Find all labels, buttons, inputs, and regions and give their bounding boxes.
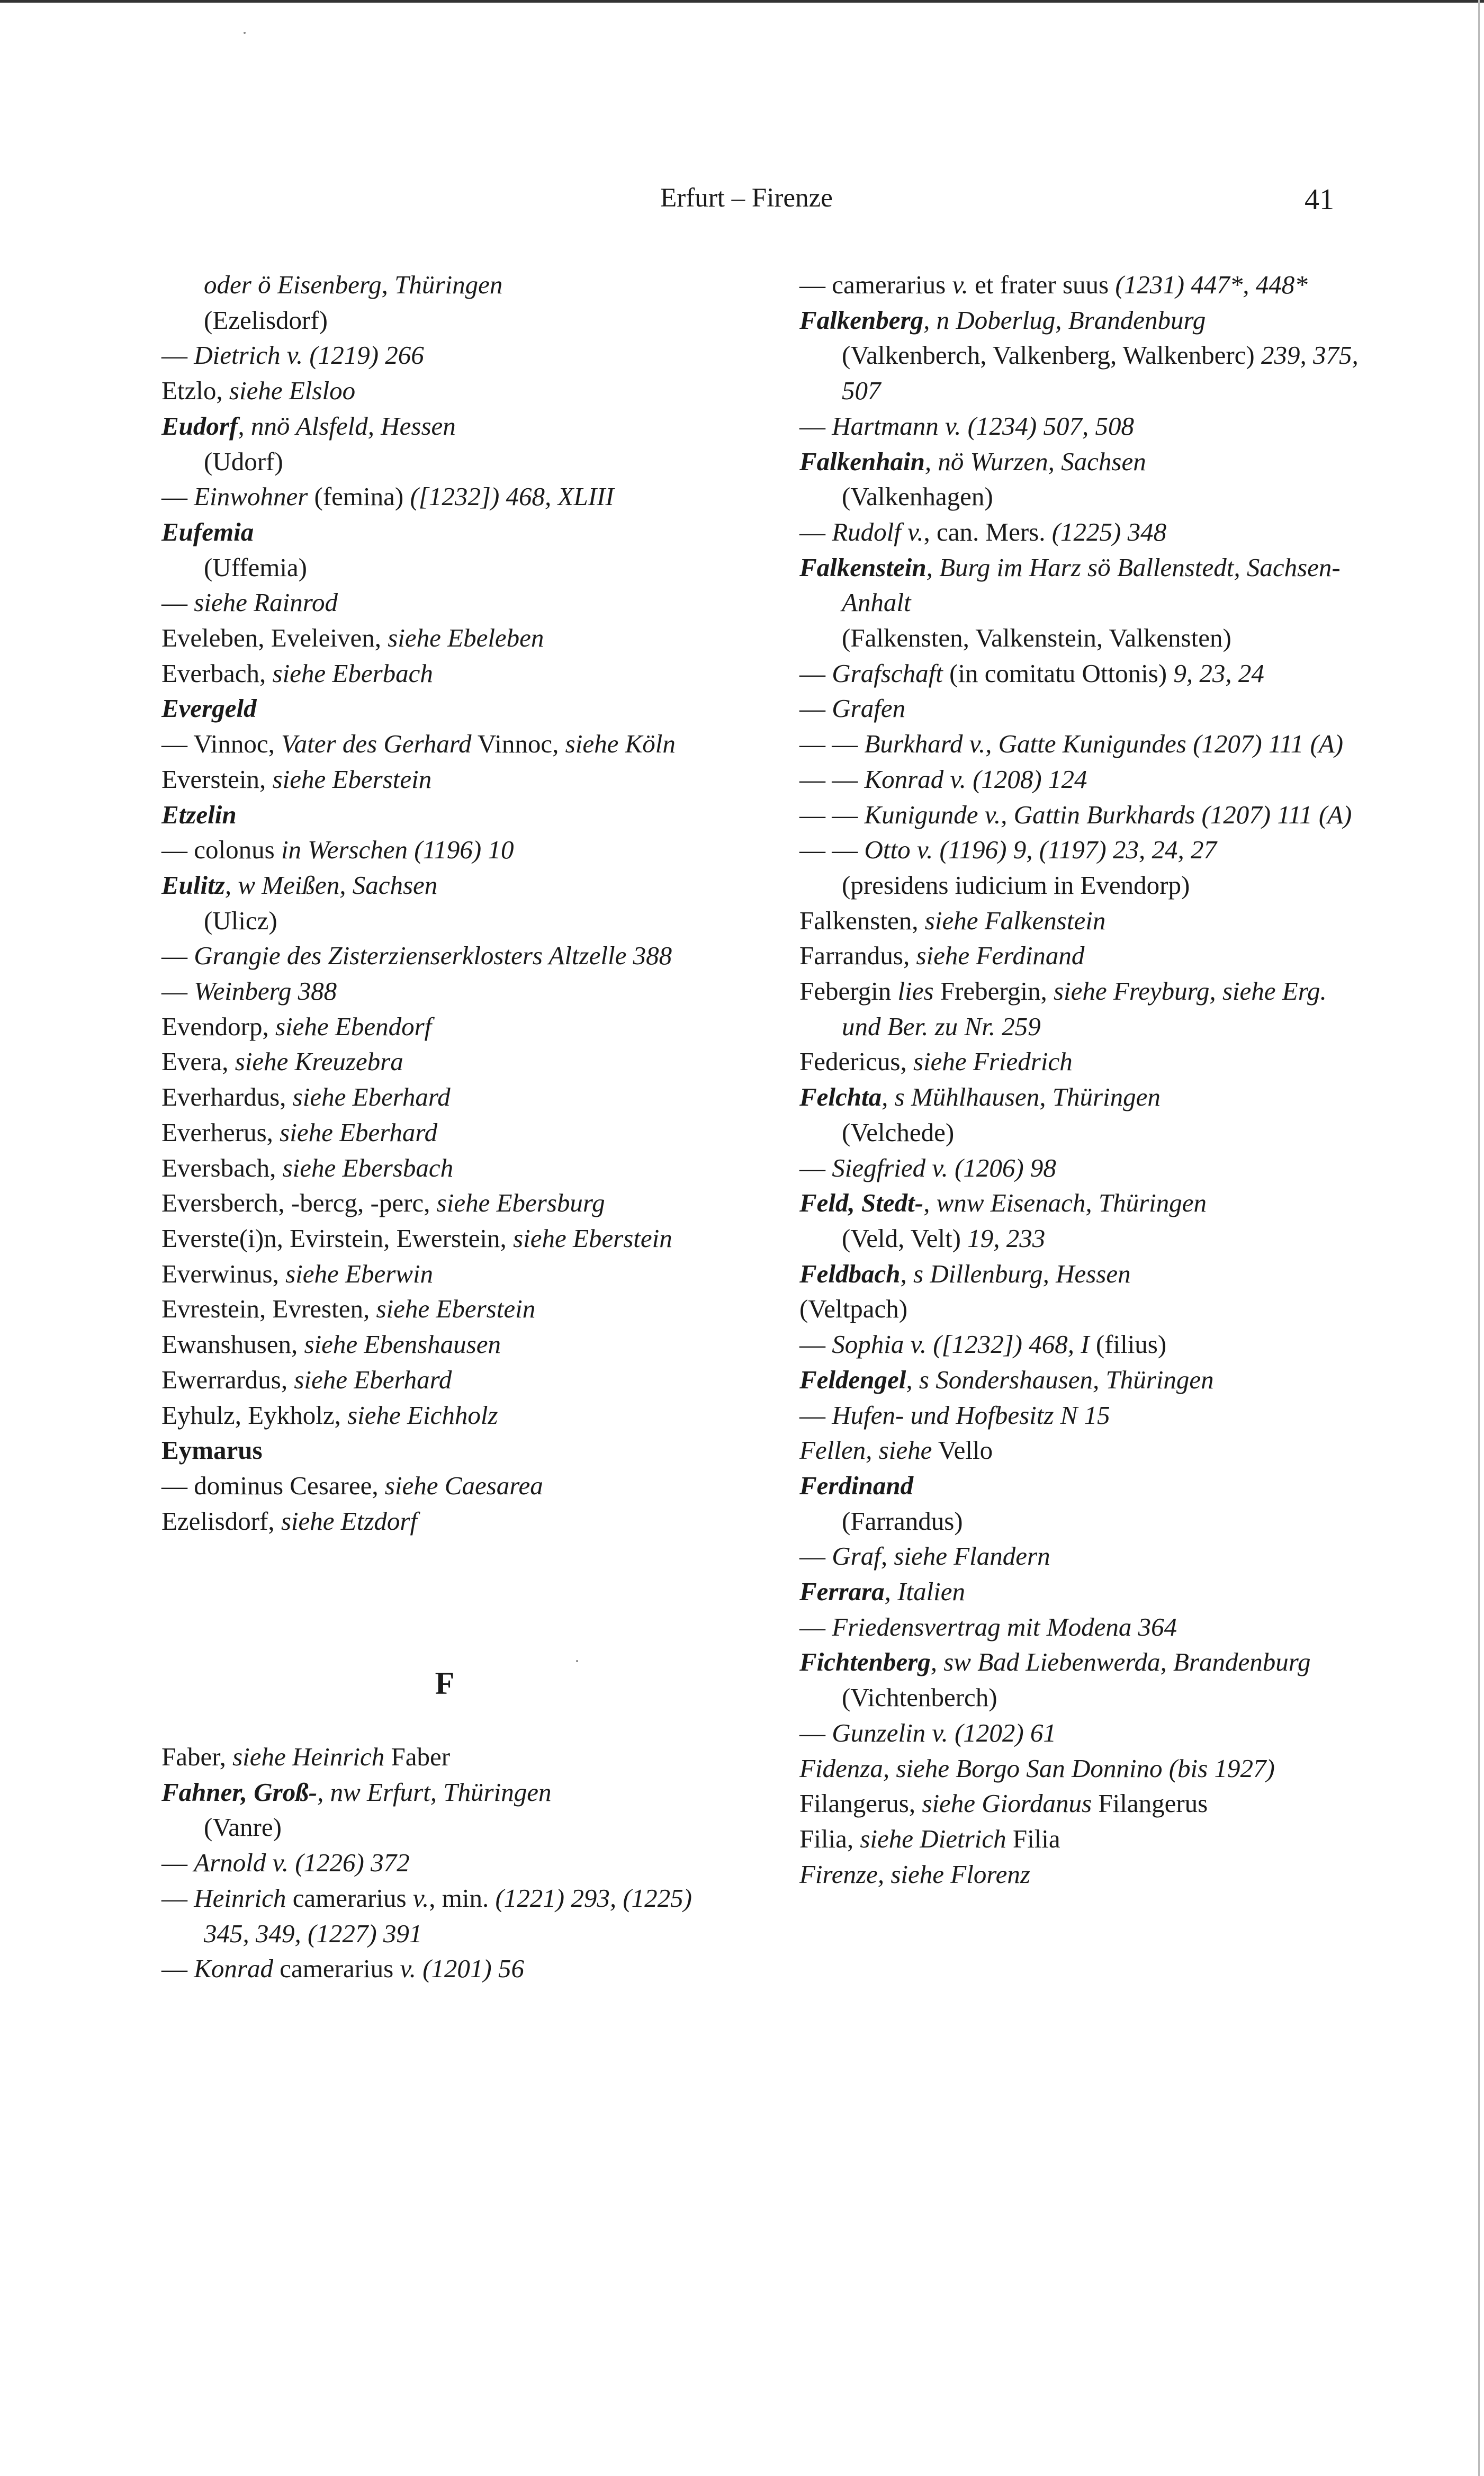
- entry-segment: —: [161, 588, 194, 617]
- entry-segment: camerarius: [286, 1883, 413, 1913]
- entry-segment: Fichtenberg: [799, 1647, 931, 1677]
- entry-segment: Fellen, siehe: [799, 1436, 932, 1465]
- index-entry: [799, 726, 1361, 762]
- index-entry: [161, 938, 728, 974]
- entry-segment: Vater des Gerhard: [281, 729, 472, 759]
- entry-segment: , wnw Eisenach, Thüringen: [923, 1188, 1207, 1218]
- index-entry: [799, 1822, 1361, 1857]
- entry-segment: siehe Caesarea: [384, 1470, 543, 1500]
- entry-segment: , n Doberlug, Brandenburg: [923, 305, 1206, 335]
- index-entry: [161, 1951, 728, 1987]
- entry-segment: Kunigunde v., Gattin Burkhards (1207) 111 (A): [864, 800, 1352, 829]
- index-entry: [799, 1645, 1361, 1680]
- entry-segment: , nnö Alsfeld, Hessen: [238, 411, 456, 441]
- entry-segment: Federicus,: [799, 1047, 913, 1076]
- entry-segment: 239, 375, 507: [842, 340, 1359, 406]
- entry-segment: Arnold v. (1226) 372: [194, 1848, 410, 1878]
- entry-segment: Rudolf v.: [832, 517, 924, 546]
- entry-segment: siehe Elsloo: [229, 376, 356, 406]
- entry-segment: oder ö Eisenberg, Thüringen: [204, 270, 503, 299]
- entry-segment: Eversbach,: [161, 1153, 283, 1182]
- entry-segment: Eymarus: [161, 1436, 263, 1465]
- index-entry: [799, 550, 1361, 621]
- entry-segment: Evera,: [161, 1047, 235, 1076]
- entry-segment: — Vinnoc,: [161, 729, 282, 759]
- entry-segment: —: [799, 1153, 832, 1182]
- index-entry: [799, 1610, 1361, 1645]
- entry-segment: (Valkenhagen): [842, 482, 993, 512]
- entry-segment: siehe Freyburg, siehe Erg. und Ber. zu Nr. 259: [842, 976, 1327, 1041]
- entry-segment: (Velchede): [842, 1117, 955, 1147]
- entry-segment: siehe Rainrod: [194, 588, 338, 617]
- entry-segment: — —: [799, 764, 865, 794]
- index-entry: [161, 903, 728, 939]
- index-entry: [799, 1291, 1361, 1327]
- index-entry: [799, 621, 1361, 656]
- entry-segment: , s Mühlhausen, Thüringen: [882, 1082, 1161, 1112]
- entry-segment: Hufen- und Hofbesitz N 15: [832, 1400, 1110, 1430]
- top-rule: [0, 0, 1484, 3]
- index-entry: [799, 409, 1361, 444]
- index-entry: [161, 1362, 728, 1398]
- entry-segment: —: [799, 694, 832, 723]
- scan-edge-line: [1478, 0, 1480, 2476]
- entry-segment: —: [161, 1954, 194, 1984]
- index-entry: [799, 303, 1361, 338]
- entry-segment: siehe Ebersbach: [282, 1153, 454, 1182]
- entry-segment: Eufemia: [161, 517, 254, 546]
- index-entry: [799, 1398, 1361, 1433]
- index-entry: [161, 267, 728, 303]
- entry-segment: (1225) 348: [1051, 517, 1167, 546]
- entry-segment: Eveleben, Eveleiven,: [161, 623, 388, 653]
- entry-segment: Faber,: [161, 1742, 233, 1772]
- index-entry: [161, 1433, 728, 1468]
- index-entry: [161, 1775, 728, 1810]
- entry-segment: siehe Ebersburg: [436, 1188, 605, 1218]
- index-entry: [161, 338, 728, 373]
- entry-segment: Felchta: [799, 1082, 882, 1112]
- entry-segment: , nw Erfurt, Thüringen: [317, 1777, 552, 1807]
- entry-segment: Evrestein, Evresten,: [161, 1294, 376, 1324]
- entry-segment: Otto v. (1196) 9, (1197) 23, 24, 27: [864, 835, 1217, 865]
- index-entry: [161, 1504, 728, 1539]
- index-entry: [161, 974, 728, 1009]
- entry-segment: Etzlo,: [161, 376, 229, 406]
- entry-segment: —: [161, 976, 194, 1006]
- index-entry: [161, 1257, 728, 1292]
- index-entry: [799, 1574, 1361, 1610]
- index-entry: [161, 656, 728, 692]
- entry-segment: Feldbach: [799, 1259, 901, 1288]
- entry-segment: Grafschaft: [832, 658, 943, 688]
- index-entry: [161, 1115, 728, 1151]
- index-entry: [161, 444, 728, 480]
- entry-segment: siehe Eberhard: [294, 1365, 452, 1394]
- entry-segment: Dietrich v. (1219) 266: [194, 340, 424, 370]
- entry-segment: (Farrandus): [842, 1506, 963, 1536]
- index-entry: [161, 1221, 728, 1257]
- entry-segment: Farrandus,: [799, 941, 916, 971]
- entry-segment: , Burg im Harz sö Ballenstedt, Sachsen-Anhalt: [842, 552, 1341, 617]
- index-entry: [799, 1680, 1361, 1716]
- entry-segment: —: [799, 1612, 832, 1641]
- entry-segment: siehe Etzdorf: [281, 1506, 418, 1536]
- index-entry: [799, 1539, 1361, 1574]
- entry-segment: — colonus: [161, 835, 281, 865]
- entry-segment: —: [161, 340, 194, 370]
- index-entry: [161, 1327, 728, 1362]
- index-entry: [799, 267, 1361, 303]
- index-entry: [799, 1257, 1361, 1292]
- entry-segment: Falkenstein: [799, 552, 927, 582]
- entry-segment: (1221) 293, (1225) 345, 349, (1227) 391: [204, 1883, 692, 1948]
- entry-segment: Falkenhain: [799, 446, 925, 476]
- entry-segment: Vinnoc,: [471, 729, 565, 759]
- index-entry: [161, 479, 728, 515]
- entry-segment: Ezelisdorf,: [161, 1506, 281, 1536]
- entry-segment: siehe Eberstein: [376, 1294, 536, 1324]
- index-entry: [799, 1857, 1361, 1892]
- entry-segment: siehe Dietrich: [860, 1824, 1006, 1853]
- entry-segment: —: [161, 482, 194, 512]
- entry-segment: lies: [897, 976, 934, 1006]
- index-entry: [161, 726, 728, 762]
- entry-segment: Siegfried v. (1206) 98: [832, 1153, 1056, 1182]
- entry-segment: Hartmann v. (1234) 507, 508: [832, 411, 1134, 441]
- index-entry: [161, 1468, 728, 1504]
- entry-segment: —: [799, 1330, 832, 1359]
- entry-segment: siehe Ebendorf: [275, 1011, 432, 1041]
- entry-segment: Gunzelin v. (1202) 61: [832, 1718, 1056, 1747]
- entry-segment: (Veltpach): [799, 1294, 908, 1324]
- index-entry: [799, 444, 1361, 480]
- index-entry: [799, 1186, 1361, 1221]
- index-entry: [161, 1151, 728, 1186]
- index-entry: [161, 1009, 728, 1045]
- entry-segment: Filangerus: [1092, 1789, 1208, 1818]
- entry-segment: Firenze, siehe Florenz: [799, 1859, 1030, 1889]
- entry-segment: 9, 23, 24: [1173, 658, 1264, 688]
- entry-segment: Ewerrardus,: [161, 1365, 294, 1394]
- entry-segment: 19, 233: [967, 1223, 1046, 1253]
- index-entry: [161, 868, 728, 903]
- index-entry: [799, 938, 1361, 974]
- entry-segment: Eudorf: [161, 411, 238, 441]
- entry-segment: Febergin: [799, 976, 898, 1006]
- index-entry: [799, 1151, 1361, 1186]
- entry-segment: — —: [799, 729, 865, 759]
- entry-segment: Everstein,: [161, 764, 273, 794]
- index-entry: [161, 373, 728, 409]
- index-entry: [161, 797, 728, 833]
- entry-segment: , Italien: [884, 1577, 966, 1607]
- index-entry: [799, 1327, 1361, 1362]
- entry-segment: siehe Eberbach: [272, 658, 433, 688]
- index-entry: [161, 621, 728, 656]
- entry-segment: , s Dillenburg, Hessen: [900, 1259, 1131, 1288]
- entry-segment: (Vanre): [204, 1813, 282, 1842]
- entry-segment: Einwohner: [194, 482, 308, 512]
- entry-segment: Heinrich: [194, 1883, 286, 1913]
- index-entry: [799, 338, 1361, 408]
- index-entry: [799, 974, 1361, 1044]
- entry-segment: Evendorp,: [161, 1011, 275, 1041]
- entry-segment: Graf, siehe Flandern: [832, 1541, 1050, 1571]
- entry-segment: (in comitatu Ottonis): [942, 658, 1174, 688]
- index-entry: [799, 1716, 1361, 1751]
- entry-segment: —: [799, 1400, 832, 1430]
- entry-segment: —: [161, 1883, 194, 1913]
- entry-segment: siehe Eberhard: [280, 1117, 438, 1147]
- entry-segment: siehe Köln: [565, 729, 676, 759]
- index-entry: [799, 1362, 1361, 1398]
- entry-segment: (Uffemia): [204, 552, 307, 582]
- index-entry: [799, 691, 1361, 726]
- index-entry: [799, 656, 1361, 692]
- index-entry: [161, 1810, 728, 1845]
- index-entry: [161, 515, 728, 550]
- entry-segment: Filia: [1006, 1824, 1060, 1853]
- entry-segment: — —: [799, 835, 865, 865]
- entry-segment: Evergeld: [161, 694, 257, 723]
- index-entry: [161, 762, 728, 797]
- entry-segment: Burkhard v., Gatte Kunigundes (1207) 111 (A): [864, 729, 1344, 759]
- entry-segment: Etzelin: [161, 800, 237, 829]
- entry-segment: siehe Ebeleben: [388, 623, 544, 653]
- entry-segment: Feld, Stedt-: [799, 1188, 924, 1218]
- index-entry: [799, 762, 1361, 797]
- entry-segment: Eversberch, -bercg, -perc,: [161, 1188, 437, 1218]
- index-entry: [799, 479, 1361, 515]
- entry-segment: , min.: [429, 1883, 496, 1913]
- entry-segment: Weinberg 388: [194, 976, 337, 1006]
- entry-segment: Grangie des Zisterzienserklosters Altzelle 388: [194, 941, 672, 971]
- entry-segment: —: [161, 941, 194, 971]
- entry-segment: (filius): [1089, 1330, 1167, 1359]
- entry-segment: Ferrara: [799, 1577, 885, 1607]
- index-entry: [799, 1786, 1361, 1822]
- entry-segment: Falkenberg: [799, 305, 924, 335]
- entry-segment: (Ezelisdorf): [204, 305, 328, 335]
- section-letter: F: [435, 1666, 455, 1701]
- entry-segment: Fidenza, siehe Borgo San Donnino (bis 1927): [799, 1753, 1275, 1783]
- entry-segment: Everwinus,: [161, 1259, 286, 1288]
- entry-segment: (Valkenberch, Valkenberg, Walkenberc): [842, 340, 1261, 370]
- entry-segment: siehe Heinrich: [232, 1742, 385, 1772]
- entry-segment: camerarius: [273, 1954, 400, 1984]
- right-column: [799, 267, 1361, 1892]
- entry-segment: —: [799, 1541, 832, 1571]
- entry-segment: (Udorf): [204, 446, 283, 476]
- entry-segment: , s Sondershausen, Thüringen: [906, 1365, 1214, 1394]
- entry-segment: et frater suus: [968, 270, 1116, 299]
- entry-segment: —: [799, 1718, 832, 1747]
- entry-segment: Everste(i)n, Evirstein, Ewerstein,: [161, 1223, 514, 1253]
- left-column: [161, 267, 728, 1987]
- entry-segment: (presidens iudicium in Evendorp): [842, 870, 1190, 900]
- index-entry: [799, 1504, 1361, 1539]
- entry-segment: —: [799, 411, 832, 441]
- entry-segment: Grafen: [832, 694, 906, 723]
- entry-segment: (Veld, Velt): [842, 1223, 968, 1253]
- entry-segment: Fahner, Groß-: [161, 1777, 318, 1807]
- page-header: [159, 183, 1334, 225]
- index-entry: [161, 303, 728, 338]
- entry-segment: siehe Eberwin: [285, 1259, 434, 1288]
- entry-segment: — —: [799, 800, 865, 829]
- index-entry: [161, 1044, 728, 1080]
- entry-segment: Everbach,: [161, 658, 273, 688]
- entry-segment: siehe Kreuzebra: [235, 1047, 403, 1076]
- index-entry: [161, 1881, 728, 1951]
- index-entry: [799, 1433, 1361, 1468]
- entry-segment: , can. Mers.: [923, 517, 1052, 546]
- entry-segment: Friedensvertrag mit Modena 364: [832, 1612, 1177, 1641]
- entry-segment: in Werschen (1196) 10: [281, 835, 514, 865]
- running-title: Erfurt – Firenze: [660, 183, 833, 213]
- entry-segment: Sophia v. ([1232]) 468, I: [832, 1330, 1090, 1359]
- entry-segment: Ferdinand: [799, 1470, 914, 1500]
- entry-segment: Everhardus,: [161, 1082, 293, 1112]
- index-entry: [161, 1398, 728, 1433]
- index-entry: [161, 1845, 728, 1881]
- entry-segment: Feldengel: [799, 1365, 906, 1394]
- entry-segment: Ewanshusen,: [161, 1330, 304, 1359]
- entry-segment: Filia,: [799, 1824, 860, 1853]
- index-entry: [161, 1739, 728, 1775]
- entry-segment: ([1232]) 468, XLIII: [410, 482, 614, 512]
- entry-segment: — camerarius: [799, 270, 952, 299]
- scan-speck: [244, 32, 246, 34]
- section-spacer: [161, 1539, 728, 1645]
- entry-segment: Frebergin,: [933, 976, 1054, 1006]
- entry-segment: (Ulicz): [204, 905, 277, 935]
- entry-segment: siehe Eberstein: [272, 764, 432, 794]
- entry-segment: Falkensten,: [799, 905, 925, 935]
- entry-segment: —: [799, 658, 832, 688]
- entry-segment: (Vichtenberch): [842, 1683, 997, 1712]
- entry-segment: v.: [412, 1883, 429, 1913]
- entry-segment: siehe Eichholz: [347, 1400, 498, 1430]
- entry-segment: siehe Ebenshausen: [304, 1330, 501, 1359]
- index-entry: [161, 691, 728, 726]
- entry-segment: (1231) 447*, 448*: [1115, 270, 1308, 299]
- entry-segment: v.: [952, 270, 968, 299]
- index-entry: [799, 1044, 1361, 1080]
- index-entry: [799, 797, 1361, 833]
- entry-segment: siehe Friedrich: [913, 1047, 1073, 1076]
- index-entry: [799, 1751, 1361, 1787]
- entry-segment: (femina): [308, 482, 410, 512]
- entry-segment: Eulitz: [161, 870, 225, 900]
- entry-segment: Konrad: [194, 1954, 274, 1984]
- entry-segment: —: [799, 517, 832, 546]
- entry-segment: , sw Bad Liebenwerda, Brandenburg: [930, 1647, 1311, 1677]
- entry-segment: siehe Giordanus: [922, 1789, 1092, 1818]
- index-entry: [799, 1468, 1361, 1504]
- entry-segment: —: [161, 1848, 194, 1878]
- entry-segment: Filangerus,: [799, 1789, 922, 1818]
- entry-segment: Konrad v. (1208) 124: [864, 764, 1087, 794]
- index-entry: [161, 1186, 728, 1221]
- entry-segment: siehe Ferdinand: [916, 941, 1085, 971]
- entry-segment: — dominus Cesaree,: [161, 1470, 385, 1500]
- entry-segment: (Falkensten, Valkenstein, Valkensten): [842, 623, 1231, 653]
- index-entry: [161, 1080, 728, 1115]
- entry-segment: Everherus,: [161, 1117, 280, 1147]
- entry-segment: Faber: [384, 1742, 451, 1772]
- entry-segment: Vello: [932, 1436, 993, 1465]
- entry-segment: , w Meißen, Sachsen: [224, 870, 438, 900]
- entry-segment: siehe Eberhard: [292, 1082, 451, 1112]
- index-entry: [161, 550, 728, 586]
- index-entry: [161, 832, 728, 868]
- index-entry: [161, 409, 728, 444]
- index-entry: [161, 1291, 728, 1327]
- index-entry: [799, 1221, 1361, 1257]
- index-entry: [799, 1080, 1361, 1115]
- page-number: 41: [1305, 183, 1334, 216]
- index-entry: [799, 903, 1361, 939]
- index-entry: [799, 1115, 1361, 1151]
- entry-segment: v. (1201) 56: [400, 1954, 524, 1984]
- index-entry: [161, 585, 728, 621]
- entry-segment: Eyhulz, Eykholz,: [161, 1400, 348, 1430]
- entry-segment: siehe Eberstein: [513, 1223, 672, 1253]
- index-entry: [799, 832, 1361, 868]
- entry-segment: , nö Wurzen, Sachsen: [924, 446, 1146, 476]
- entry-segment: siehe Falkenstein: [924, 905, 1106, 935]
- index-entry: [799, 868, 1361, 903]
- index-entry: [799, 515, 1361, 550]
